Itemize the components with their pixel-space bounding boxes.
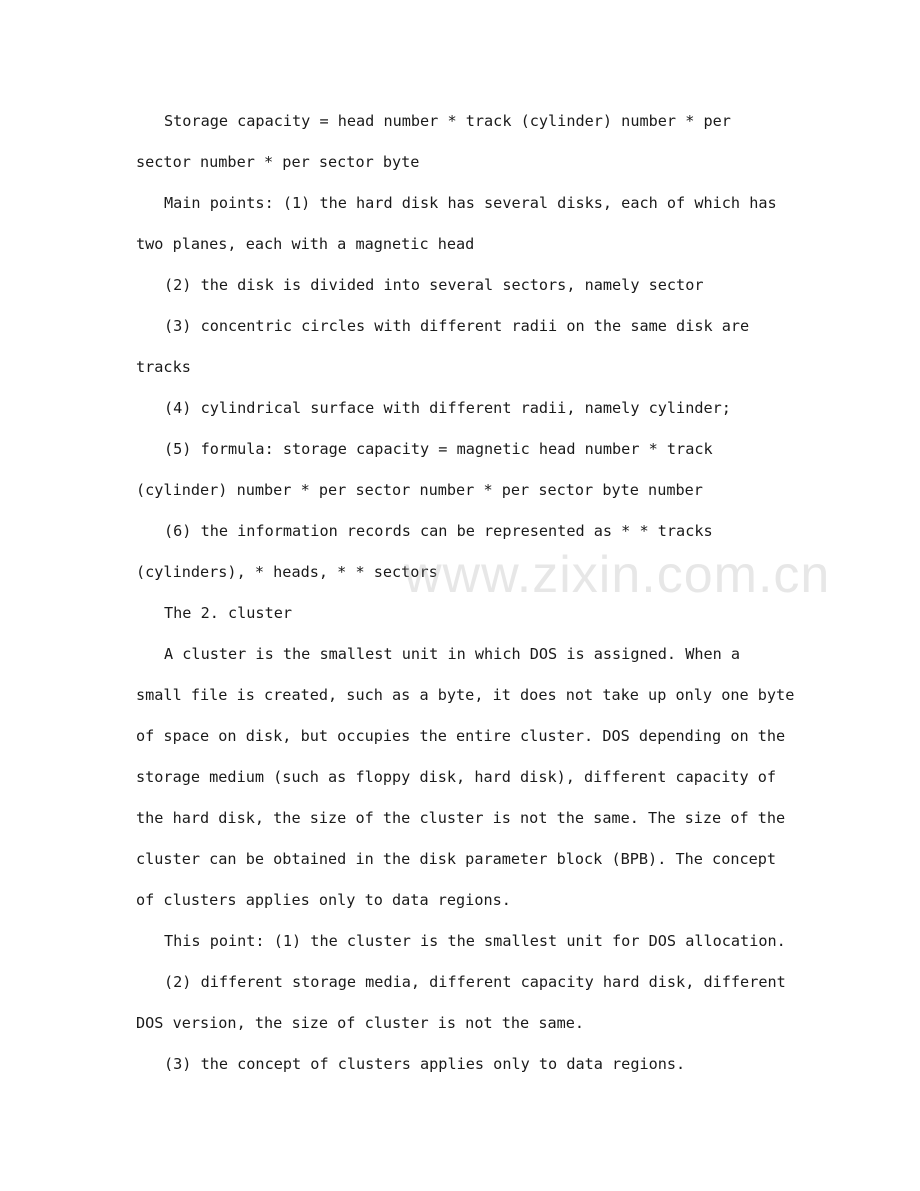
paragraph-line: Storage capacity = head number * track (cylinder) number * per bbox=[164, 112, 731, 130]
paragraph-line: tracks bbox=[136, 358, 191, 376]
paragraph-line: (cylinders), * heads, * * sectors bbox=[136, 563, 438, 581]
paragraph-line: This point: (1) the cluster is the smallest unit for DOS allocation. bbox=[164, 932, 786, 950]
paragraph-line: sector number * per sector byte bbox=[136, 153, 420, 171]
paragraph-line: small file is created, such as a byte, it does not take up only one byte bbox=[136, 686, 795, 704]
paragraph-line: (3) concentric circles with different radii on the same disk are bbox=[164, 317, 750, 335]
paragraph-line: of clusters applies only to data regions. bbox=[136, 891, 511, 909]
paragraph-line: (5) formula: storage capacity = magnetic head number * track bbox=[164, 440, 713, 458]
paragraph-line: (3) the concept of clusters applies only to data regions. bbox=[164, 1055, 686, 1073]
paragraph-line: A cluster is the smallest unit in which DOS is assigned. When a bbox=[164, 645, 741, 663]
paragraph-line: (4) cylindrical surface with different radii, namely cylinder; bbox=[164, 399, 731, 417]
paragraph-line: (2) different storage media, different capacity hard disk, different bbox=[164, 973, 786, 991]
paragraph-line: cluster can be obtained in the disk parameter block (BPB). The concept bbox=[136, 850, 777, 868]
paragraph-line: (cylinder) number * per sector number * per sector byte number bbox=[136, 481, 703, 499]
paragraph-line: two planes, each with a magnetic head bbox=[136, 235, 475, 253]
section-heading: The 2. cluster bbox=[164, 604, 293, 622]
watermark: www.zixin.com.cn bbox=[404, 546, 831, 604]
paragraph-line: storage medium (such as floppy disk, hard disk), different capacity of bbox=[136, 768, 777, 786]
paragraph-line: of space on disk, but occupies the entire cluster. DOS depending on the bbox=[136, 727, 786, 745]
paragraph-line: the hard disk, the size of the cluster is not the same. The size of the bbox=[136, 809, 786, 827]
paragraph-line: DOS version, the size of cluster is not the same. bbox=[136, 1014, 585, 1032]
paragraph-line: Main points: (1) the hard disk has several disks, each of which has bbox=[164, 194, 777, 212]
paragraph-line: (6) the information records can be represented as * * tracks bbox=[164, 522, 713, 540]
paragraph-line: (2) the disk is divided into several sectors, namely sector bbox=[164, 276, 704, 294]
